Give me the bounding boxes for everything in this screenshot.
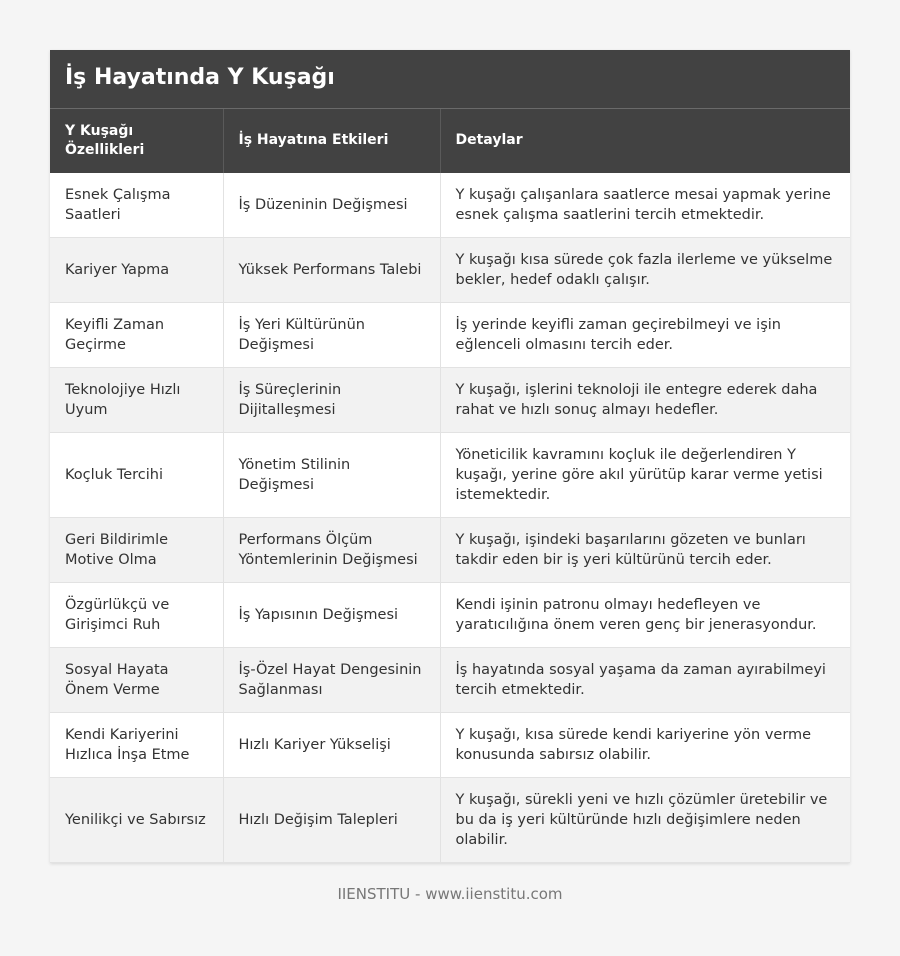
detail-cell: Y kuşağı, işlerini teknoloji ile entegre ederek daha rahat ve hızlı sonuç almayı hedefler. bbox=[440, 368, 850, 433]
feature-cell: Keyifli Zaman Geçirme bbox=[50, 303, 223, 368]
effect-cell: Yüksek Performans Talebi bbox=[223, 238, 440, 303]
table-row bbox=[50, 648, 850, 713]
feature-cell: Kendi Kariyerini Hızlıca İnşa Etme bbox=[50, 713, 223, 778]
table-row bbox=[50, 368, 850, 433]
column-header-effects: İş Hayatına Etkileri bbox=[223, 109, 440, 173]
effect-cell: İş Yapısının Değişmesi bbox=[223, 583, 440, 648]
header-row bbox=[50, 109, 850, 173]
detail-cell: Yöneticilik kavramını koçluk ile değerlendiren Y kuşağı, yerine göre akıl yürütüp karar verme yetisi istemektedir. bbox=[440, 433, 850, 518]
table-row bbox=[50, 778, 850, 863]
data-table bbox=[50, 108, 850, 863]
table-row bbox=[50, 518, 850, 583]
feature-cell: Geri Bildirimle Motive Olma bbox=[50, 518, 223, 583]
detail-cell: Y kuşağı, işindeki başarılarını gözeten ve bunları takdir eden bir iş yeri kültürünü tercih eder. bbox=[440, 518, 850, 583]
effect-cell: Hızlı Kariyer Yükselişi bbox=[223, 713, 440, 778]
effect-cell: İş-Özel Hayat Dengesinin Sağlanması bbox=[223, 648, 440, 713]
table-row bbox=[50, 583, 850, 648]
table-row bbox=[50, 713, 850, 778]
effect-cell: İş Süreçlerinin Dijitalleşmesi bbox=[223, 368, 440, 433]
detail-cell: Y kuşağı çalışanlara saatlerce mesai yapmak yerine esnek çalışma saatlerini tercih etmektedir. bbox=[440, 173, 850, 238]
feature-cell: Kariyer Yapma bbox=[50, 238, 223, 303]
effect-cell: Hızlı Değişim Talepleri bbox=[223, 778, 440, 863]
table-row bbox=[50, 303, 850, 368]
table-title: İş Hayatında Y Kuşağı bbox=[50, 50, 850, 108]
feature-cell: Yenilikçi ve Sabırsız bbox=[50, 778, 223, 863]
effect-cell: Performans Ölçüm Yöntemlerinin Değişmesi bbox=[223, 518, 440, 583]
column-header-features: Y Kuşağı Özellikleri bbox=[50, 109, 223, 173]
effect-cell: İş Yeri Kültürünün Değişmesi bbox=[223, 303, 440, 368]
effect-cell: İş Düzeninin Değişmesi bbox=[223, 173, 440, 238]
feature-cell: Teknolojiye Hızlı Uyum bbox=[50, 368, 223, 433]
table-row bbox=[50, 238, 850, 303]
feature-cell: Özgürlükçü ve Girişimci Ruh bbox=[50, 583, 223, 648]
effect-cell: Yönetim Stilinin Değişmesi bbox=[223, 433, 440, 518]
feature-cell: Koçluk Tercihi bbox=[50, 433, 223, 518]
detail-cell: İş hayatında sosyal yaşama da zaman ayırabilmeyi tercih etmektedir. bbox=[440, 648, 850, 713]
detail-cell: İş yerinde keyifli zaman geçirebilmeyi ve işin eğlenceli olmasını tercih eder. bbox=[440, 303, 850, 368]
detail-cell: Kendi işinin patronu olmayı hedefleyen ve yaratıcılığına önem veren genç bir jenerasyondur. bbox=[440, 583, 850, 648]
feature-cell: Esnek Çalışma Saatleri bbox=[50, 173, 223, 238]
column-header-details: Detaylar bbox=[440, 109, 850, 173]
footer-credit: IIENSTITU - www.iienstitu.com bbox=[337, 885, 563, 903]
detail-cell: Y kuşağı, kısa sürede kendi kariyerine yön verme konusunda sabırsız olabilir. bbox=[440, 713, 850, 778]
table-row bbox=[50, 433, 850, 518]
feature-cell: Sosyal Hayata Önem Verme bbox=[50, 648, 223, 713]
detail-cell: Y kuşağı, sürekli yeni ve hızlı çözümler üretebilir ve bu da iş yeri kültüründe hızlı değişimlere neden olabilir. bbox=[440, 778, 850, 863]
table-row bbox=[50, 173, 850, 238]
table-card bbox=[50, 50, 850, 863]
detail-cell: Y kuşağı kısa sürede çok fazla ilerleme ve yükselme bekler, hedef odaklı çalışır. bbox=[440, 238, 850, 303]
